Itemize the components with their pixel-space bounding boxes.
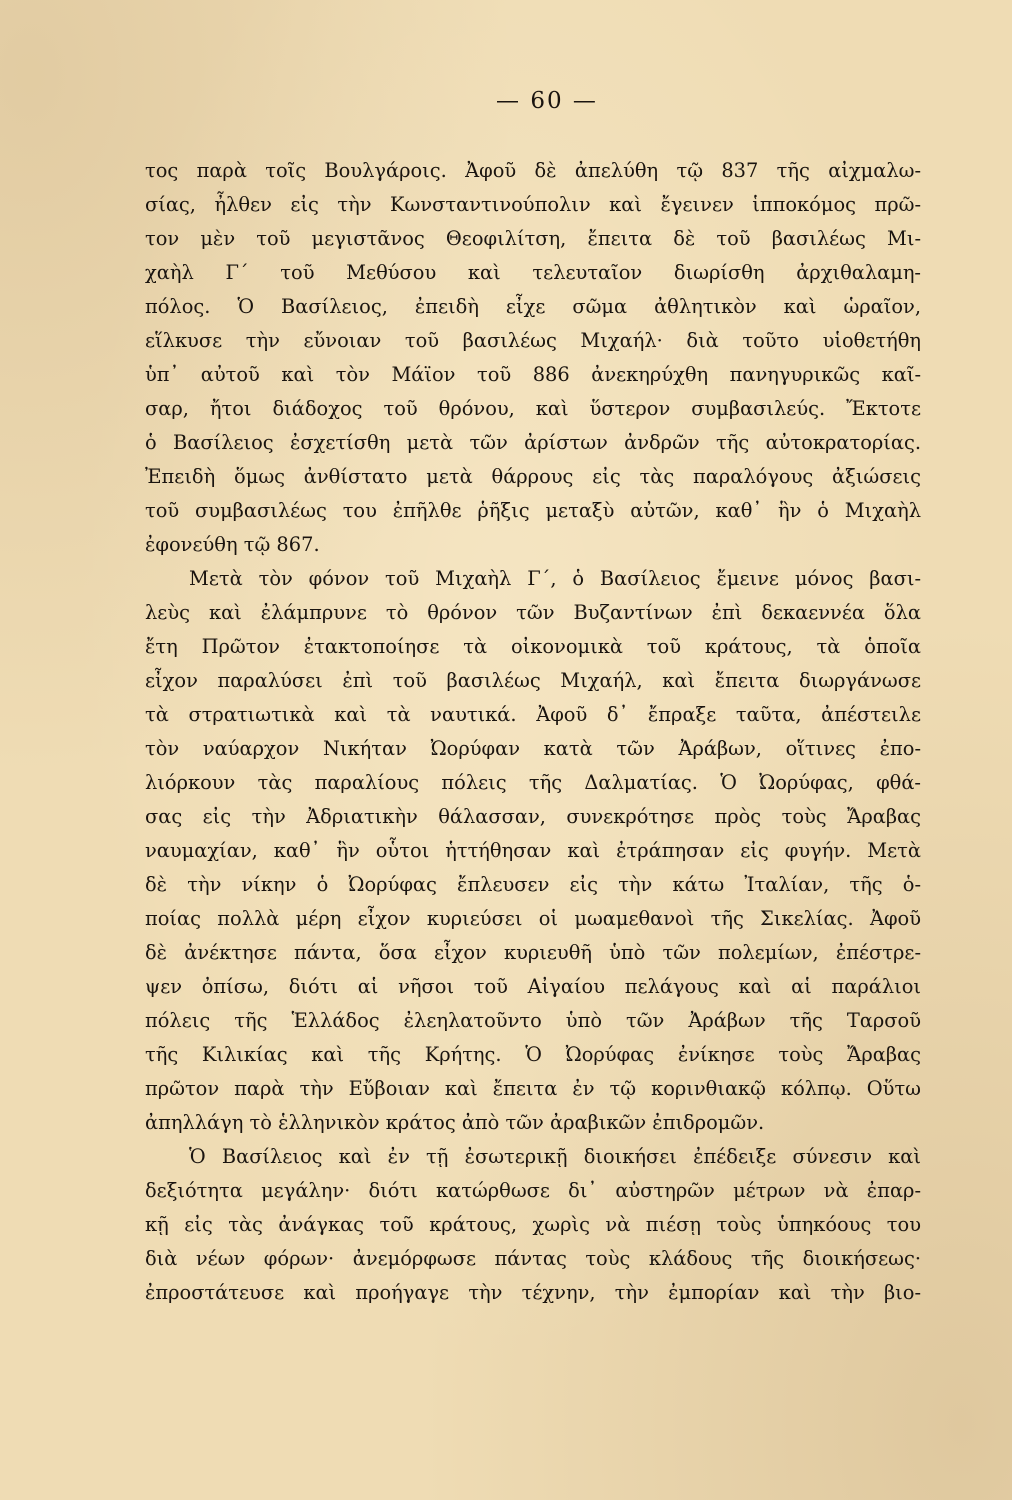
text-line: ἐπροστάτευσε καὶ προήγαγε τὴν τέχνην, τὴν ἐμπορίαν καὶ τὴν βιο- — [145, 1281, 921, 1304]
text-line: τὸν ναύαρχον Νικήταν Ὠορύφαν κατὰ τῶν Ἀράβων, οἵτινες ἐπο- — [145, 737, 921, 760]
text-line: Ὁ Βασίλειος καὶ ἐν τῇ ἐσωτερικῇ διοικήσει ἐπέδειξε σύνεσιν καὶ — [189, 1145, 921, 1168]
text-line: Ἐπειδὴ ὅμως ἀνθίστατο μετὰ θάρρους εἰς τὰς παραλόγους ἀξιώσεις — [145, 465, 921, 488]
text-line: ποίας πολλὰ μέρη εἶχον κυριεύσει οἱ μωαμεθανοὶ τῆς Σικελίας. Ἀφοῦ — [145, 907, 921, 930]
text-line: δὲ τὴν νίκην ὁ Ὠορύφας ἔπλευσεν εἰς τὴν κάτω Ἰταλίαν, τῆς ὁ- — [145, 873, 921, 896]
text-line: ὑπ᾽ αὐτοῦ καὶ τὸν Μάϊον τοῦ 886 ἀνεκηρύχθη πανηγυρικῶς καῖ- — [145, 363, 921, 386]
text-line: διὰ νέων φόρων· ἀνεμόρφωσε πάντας τοὺς κλάδους τῆς διοικήσεως· — [145, 1247, 921, 1270]
paragraph — [145, 562, 921, 1140]
text-line: κῇ εἰς τὰς ἀνάγκας τοῦ κράτους, χωρὶς νὰ πιέσῃ τοὺς ὑπηκόους του — [145, 1213, 921, 1236]
text-line: σας εἰς τὴν Ἀδριατικὴν θάλασσαν, συνεκρότησε πρὸς τοὺς Ἄραβας — [145, 805, 921, 828]
text-line: πόλεις τῆς Ἑλλάδος ἐλεηλατοῦντο ὑπὸ τῶν Ἀράβων τῆς Ταρσοῦ — [145, 1009, 921, 1032]
text-line: δὲ ἀνέκτησε πάντα, ὅσα εἶχον κυριευθῆ ὑπὸ τῶν πολεμίων, ἐπέστρε- — [145, 941, 921, 964]
text-line: τὰ στρατιωτικὰ καὶ τὰ ναυτικά. Ἀφοῦ δ᾽ ἔπραξε ταῦτα, ἀπέστειλε — [145, 703, 921, 726]
text-body — [145, 154, 921, 1310]
text-line: σαρ, ἤτοι διάδοχος τοῦ θρόνου, καὶ ὕστερον συμβασιλεύς. Ἔκτοτε — [145, 397, 921, 420]
text-line: εἶχον παραλύσει ἐπὶ τοῦ βασιλέως Μιχαήλ, καὶ ἔπειτα διωργάνωσε — [145, 669, 921, 692]
text-line: εἵλκυσε τὴν εὔνοιαν τοῦ βασιλέως Μιχαήλ· διὰ τοῦτο υἱοθετήθη — [145, 329, 921, 352]
text-line: ναυμαχίαν, καθ᾽ ἣν οὗτοι ἡττήθησαν καὶ ἐτράπησαν εἰς φυγήν. Μετὰ — [145, 839, 921, 862]
text-line: ὁ Βασίλειος ἐσχετίσθη μετὰ τῶν ἀρίστων ἀνδρῶν τῆς αὐτοκρατορίας. — [145, 431, 921, 454]
book-page — [145, 86, 921, 1310]
text-line: τῆς Κιλικίας καὶ τῆς Κρήτης. Ὁ Ὠορύφας ἐνίκησε τοὺς Ἄραβας — [145, 1043, 921, 1066]
paragraph — [145, 1140, 921, 1310]
page-number: — 60 — — [496, 88, 598, 114]
text-line: πρῶτον παρὰ τὴν Εὔβοιαν καὶ ἔπειτα ἐν τῷ κορινθιακῷ κόλπῳ. Οὕτω — [145, 1077, 921, 1100]
text-line: πόλος. Ὁ Βασίλειος, ἐπειδὴ εἶχε σῶμα ἀθλητικὸν καὶ ὡραῖον, — [145, 295, 921, 318]
text-line: ψεν ὀπίσω, διότι αἱ νῆσοι τοῦ Αἰγαίου πελάγους καὶ αἱ παράλιοι — [145, 975, 921, 998]
paragraph — [145, 154, 921, 562]
text-line: τοῦ συμβασιλέως του ἐπῆλθε ῥῆξις μεταξὺ αὐτῶν, καθ᾽ ἣν ὁ Μιχαὴλ — [145, 499, 921, 522]
text-line: τον μὲν τοῦ μεγιστᾶνος Θεοφιλίτση, ἔπειτα δὲ τοῦ βασιλέως Μι- — [145, 227, 921, 250]
text-line: λεὺς καὶ ἐλάμπρυνε τὸ θρόνον τῶν Βυζαντίνων ἐπὶ δεκαεννέα ὅλα — [145, 601, 921, 624]
text-line: χαὴλ Γ΄ τοῦ Μεθύσου καὶ τελευταῖον διωρίσθη ἀρχιθαλαμη- — [145, 261, 921, 284]
text-line: ἔτη Πρῶτον ἐτακτοποίησε τὰ οἰκονομικὰ τοῦ κράτους, τὰ ὁποῖα — [145, 635, 921, 658]
text-line: λιόρκουν τὰς παραλίους πόλεις τῆς Δαλματίας. Ὁ Ὠορύφας, φθά- — [145, 771, 921, 794]
text-line: Μετὰ τὸν φόνον τοῦ Μιχαὴλ Γ΄, ὁ Βασίλειος ἔμεινε μόνος βασι- — [189, 567, 921, 590]
text-line: ἐφονεύθη τῷ 867. — [145, 533, 320, 556]
text-line: ἀπηλλάγη τὸ ἑλληνικὸν κράτος ἀπὸ τῶν ἀραβικῶν ἐπιδρομῶν. — [145, 1111, 765, 1134]
text-line: δεξιότητα μεγάλην· διότι κατώρθωσε δι᾽ αὐστηρῶν μέτρων νὰ ἐπαρ- — [145, 1179, 921, 1202]
text-line: τος παρὰ τοῖς Βουλγάροις. Ἀφοῦ δὲ ἀπελύθη τῷ 837 τῆς αἰχμαλω- — [145, 159, 921, 182]
text-line: σίας, ἦλθεν εἰς τὴν Κωνσταντινούπολιν καὶ ἔγεινεν ἱπποκόμος πρῶ- — [145, 193, 921, 216]
